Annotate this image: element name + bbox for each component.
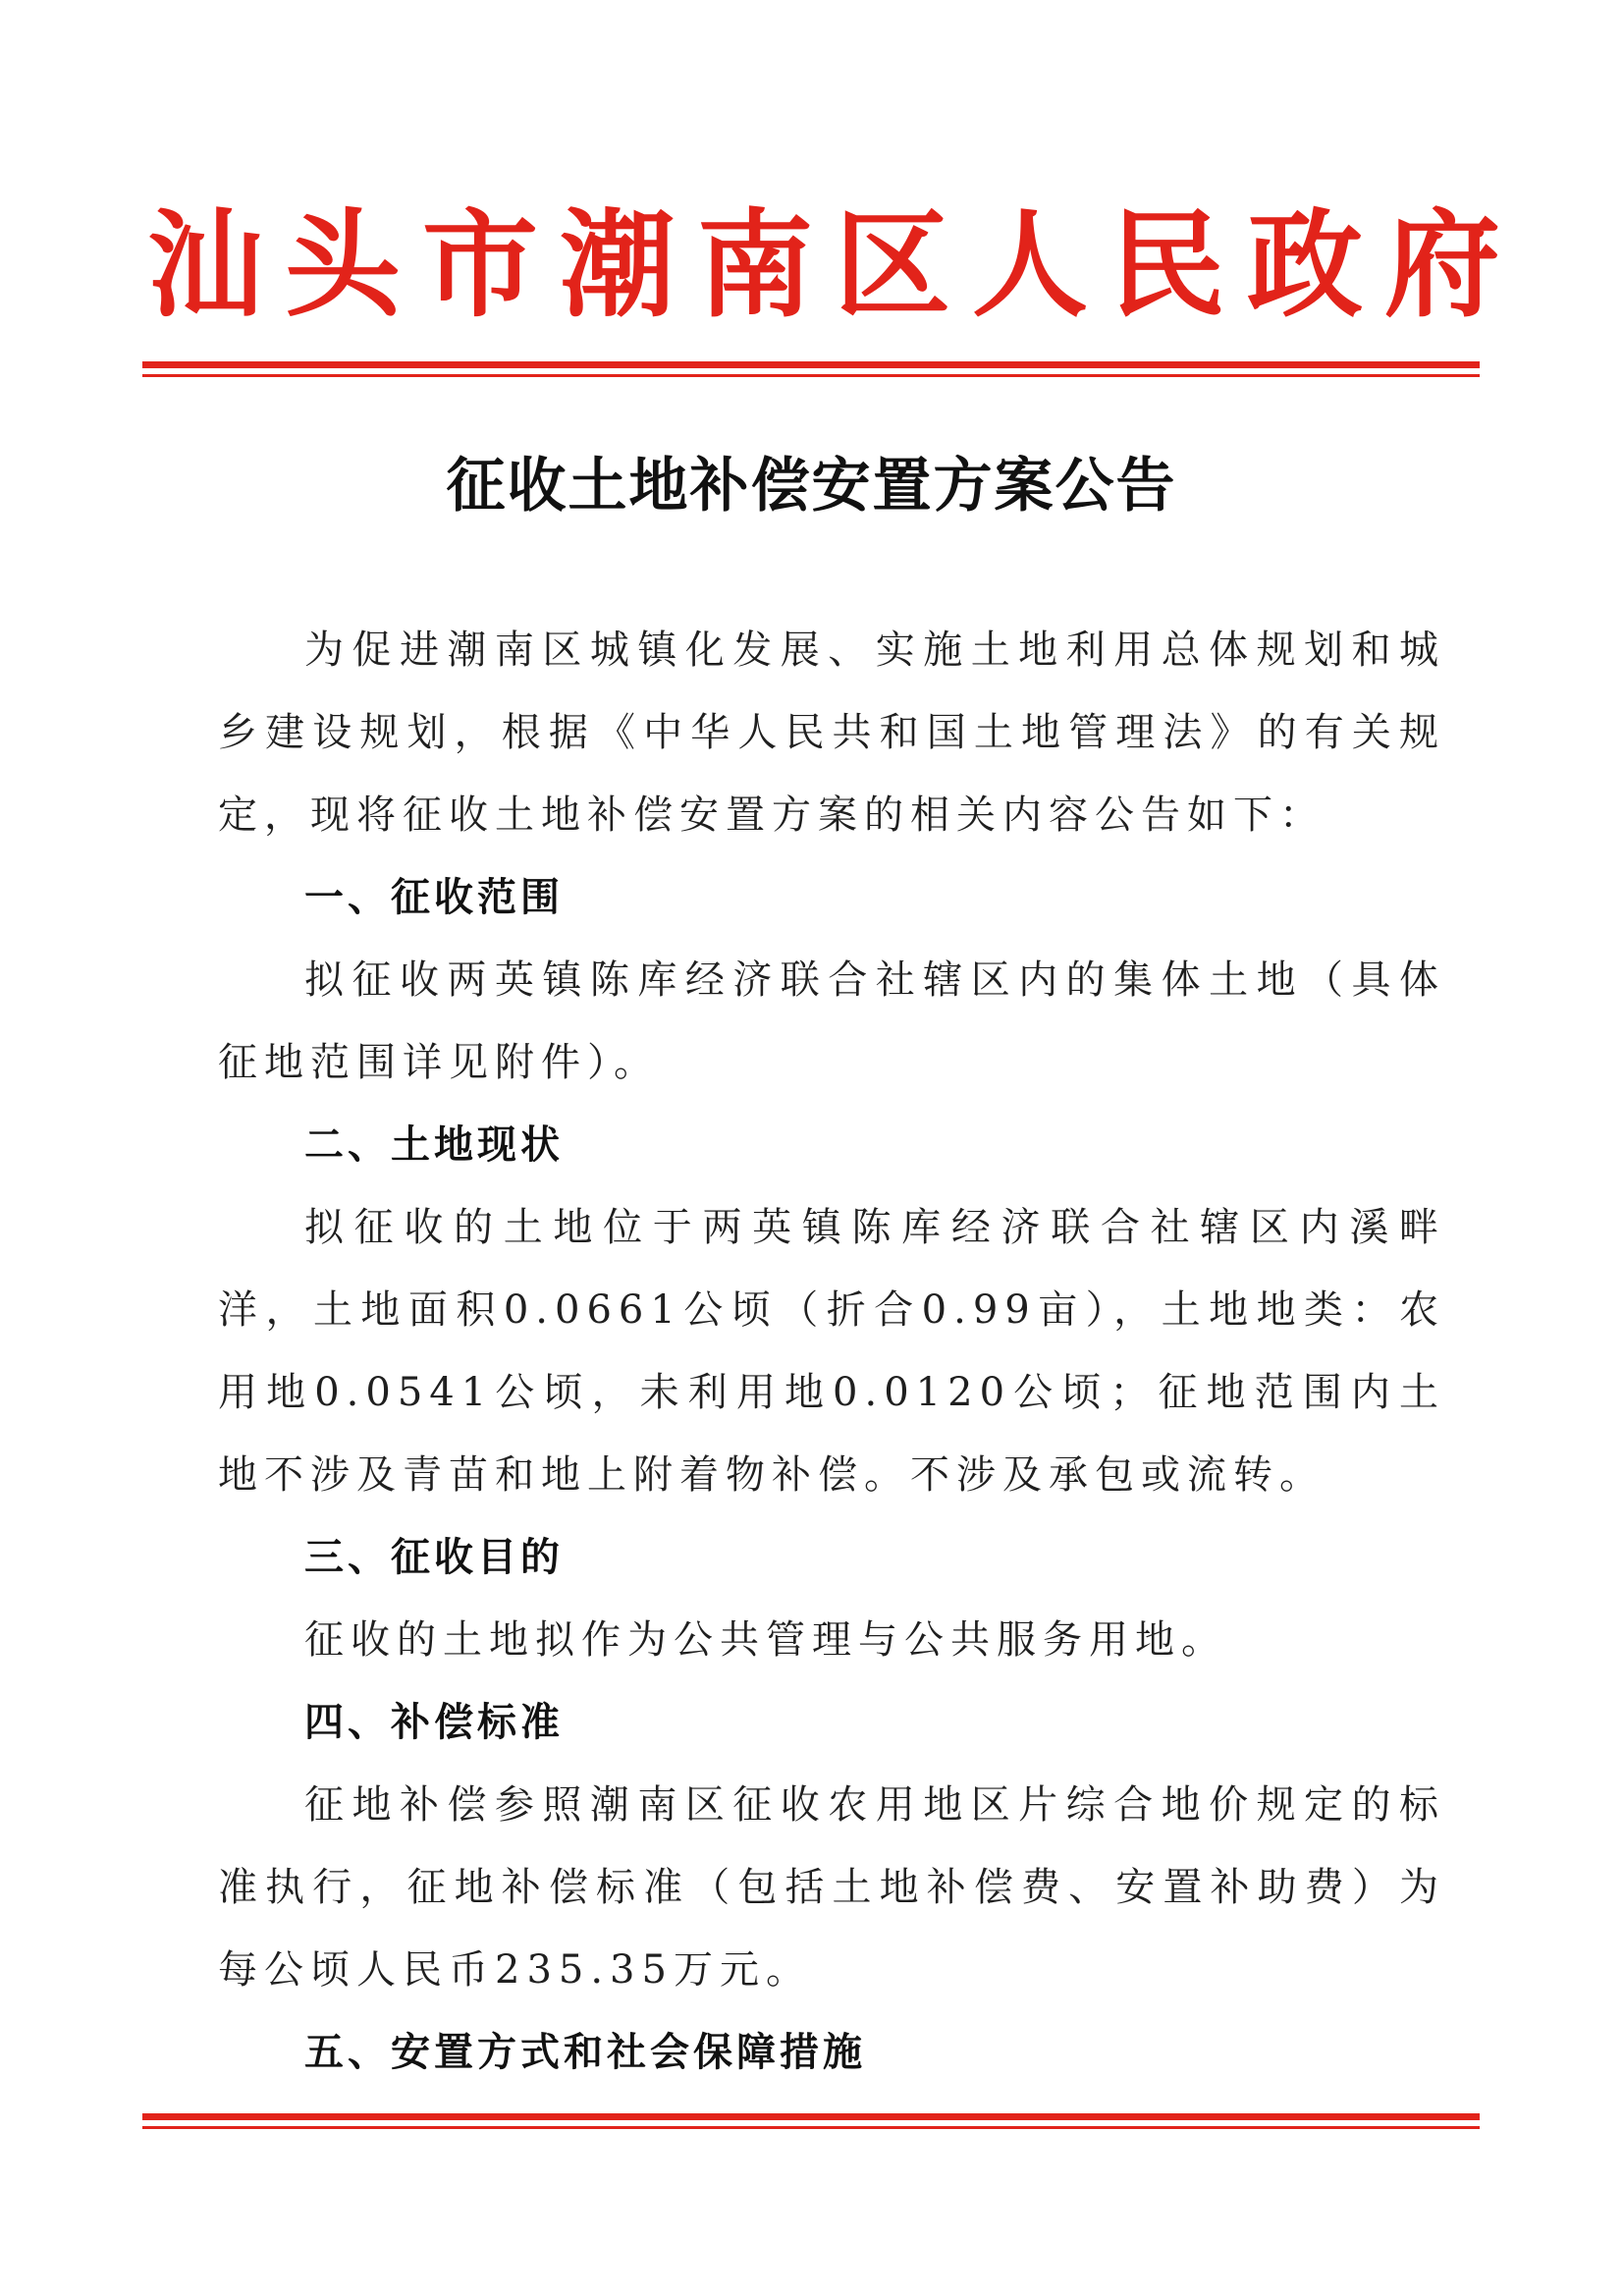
footer-divider: [142, 2113, 1480, 2129]
header-divider-thin-line: [142, 374, 1480, 377]
government-masthead: 汕头市潮南区人民政府: [147, 196, 1523, 333]
document-title: 征收土地补偿安置方案公告: [446, 452, 1177, 520]
section-heading-compensation: 四、补偿标准: [304, 1700, 564, 1745]
section-text-land-status: 拟征收的土地位于两英镇陈库经济联合社辖区内溪畔洋，土地面积0.0661公顷（折合0.99亩），土地地类：农用地0.0541公顷，未利用地0.0120公顷；征地范围内土地不涉及青苗和地上附着物补偿。不涉及承包或流转。: [218, 1205, 1445, 1498]
section-heading-purpose: 三、征收目的: [304, 1535, 564, 1580]
section-heading-resettlement: 五、安置方式和社会保障措施: [304, 2030, 866, 2075]
section-heading-scope: 一、征收范围: [304, 875, 564, 920]
header-divider-thick-line: [142, 361, 1480, 368]
section-text-compensation: 征地补偿参照潮南区征收农用地区片综合地价规定的标准执行，征地补偿标准（包括土地补偿费、安置补助费）为每公顷人民币235.35万元。: [218, 1782, 1445, 1993]
intro-paragraph: 为促进潮南区城镇化发展、实施土地利用总体规划和城乡建设规划，根据《中华人民共和国土地管理法》的有关规定，现将征收土地补偿安置方案的相关内容公告如下：: [218, 628, 1445, 838]
section-heading-land-status: 二、土地现状: [304, 1122, 564, 1168]
document-body: [218, 609, 1445, 2094]
footer-divider-thin-line: [142, 2126, 1480, 2129]
footer-divider-thick-line: [142, 2113, 1480, 2120]
section-text-purpose: 征收的土地拟作为公共管理与公共服务用地。: [304, 1617, 1227, 1663]
section-text-scope: 拟征收两英镇陈库经济联合社辖区内的集体土地（具体征地范围详见附件）。: [218, 957, 1445, 1085]
header-divider: [142, 361, 1480, 377]
